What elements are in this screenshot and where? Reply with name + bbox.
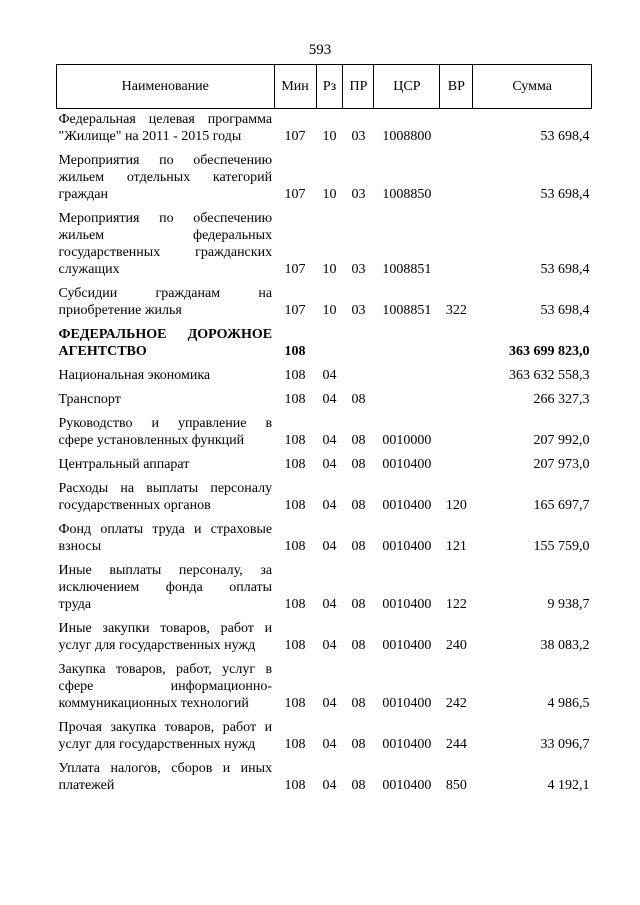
row-rz: 04	[322, 696, 337, 711]
row-name-line: Федеральная целевая программа	[58, 112, 273, 127]
row-rz: 04	[322, 737, 337, 752]
row-name	[57, 208, 275, 283]
row-vr	[440, 389, 473, 413]
table-row	[57, 208, 592, 283]
row-csr	[374, 365, 440, 389]
row-name-line: коммуникационных технологий	[58, 696, 249, 711]
row-name-line: Закупка товаров, работ, услуг в	[58, 662, 273, 677]
row-min: 108	[284, 457, 306, 472]
header-name: Наименование	[57, 65, 275, 109]
row-pr	[343, 324, 374, 365]
header-vr: ВР	[440, 65, 473, 109]
row-rz: 04	[322, 457, 337, 472]
row-name-line: Мероприятия по обеспечению	[58, 211, 273, 226]
table-row	[57, 659, 592, 717]
row-name	[57, 618, 275, 659]
row-rz: 04	[322, 778, 337, 793]
row-min: 107	[284, 303, 306, 318]
row-csr	[374, 389, 440, 413]
row-name	[57, 717, 275, 758]
row-name-line: служащих	[58, 262, 120, 277]
row-vr: 240	[445, 638, 467, 653]
row-vr	[440, 208, 473, 283]
row-min: 108	[284, 539, 306, 554]
row-csr: 0010000	[382, 433, 432, 448]
row-name-line: взносы	[58, 539, 102, 554]
row-vr	[440, 109, 473, 151]
table-body	[57, 109, 592, 800]
row-rz: 04	[322, 539, 337, 554]
row-csr: 0010400	[382, 696, 432, 711]
row-name	[57, 283, 275, 324]
row-csr: 1008800	[382, 129, 432, 144]
row-pr: 08	[351, 539, 366, 554]
row-rz: 04	[322, 498, 337, 513]
row-vr: 850	[445, 778, 467, 793]
row-pr	[343, 365, 374, 389]
row-min: 108	[284, 638, 306, 653]
row-min: 108	[284, 597, 306, 612]
row-csr: 1008851	[382, 262, 432, 277]
row-vr: 121	[445, 539, 467, 554]
row-name	[57, 758, 275, 799]
header-csr: ЦСР	[374, 65, 440, 109]
row-rz: 04	[322, 638, 337, 653]
row-csr: 0010400	[382, 457, 432, 472]
row-vr	[440, 324, 473, 365]
row-rz: 04	[322, 433, 337, 448]
row-name	[57, 413, 275, 454]
row-min: 107	[284, 129, 306, 144]
row-csr	[374, 324, 440, 365]
header-rz: Рз	[316, 65, 343, 109]
row-name-line: жильем отдельных категорий	[58, 170, 273, 185]
row-name-line: Национальная экономика	[58, 368, 211, 383]
row-pr: 08	[351, 498, 366, 513]
row-name-line: Расходы на выплаты персоналу	[58, 481, 273, 496]
header-pr: ПР	[343, 65, 374, 109]
row-min: 107	[284, 262, 306, 277]
row-pr: 08	[351, 433, 366, 448]
header-sum: Сумма	[473, 65, 592, 109]
row-sum: 165 697,7	[533, 498, 590, 513]
row-name-line: граждан	[58, 187, 108, 202]
row-name-line: сфере установленных функций	[58, 433, 245, 448]
row-vr: 242	[445, 696, 467, 711]
row-sum: 53 698,4	[540, 187, 590, 202]
row-sum: 53 698,4	[540, 303, 590, 318]
table-row	[57, 109, 592, 151]
row-name	[57, 454, 275, 478]
row-csr: 1008850	[382, 187, 432, 202]
row-min: 108	[284, 778, 306, 793]
row-sum: 266 327,3	[533, 392, 590, 407]
row-sum: 155 759,0	[533, 539, 590, 554]
row-sum: 363 699 823,0	[509, 344, 590, 359]
row-pr: 08	[351, 737, 366, 752]
row-name-line: Прочая закупка товаров, работ и	[58, 720, 273, 735]
row-name-line: труда	[58, 597, 92, 612]
row-sum: 53 698,4	[540, 262, 590, 277]
row-sum: 207 973,0	[533, 457, 590, 472]
row-name	[57, 478, 275, 519]
row-name-line: Иные выплаты персоналу, за	[58, 563, 273, 578]
row-min: 108	[284, 737, 306, 752]
row-name	[57, 109, 275, 151]
page-number: 593	[308, 42, 332, 58]
row-pr: 03	[351, 129, 366, 144]
table-row	[57, 454, 592, 478]
row-min: 108	[284, 344, 306, 359]
table-row	[57, 413, 592, 454]
row-name-line: услуг для государственных нужд	[58, 638, 256, 653]
row-name-line: исключением фонда оплаты	[58, 580, 273, 595]
row-name	[57, 519, 275, 560]
table-row	[57, 618, 592, 659]
table-header-row	[57, 65, 592, 109]
row-vr: 244	[445, 737, 467, 752]
row-pr: 08	[351, 778, 366, 793]
table-row	[57, 389, 592, 413]
row-name-line: Иные закупки товаров, работ и	[58, 621, 273, 636]
row-min: 108	[284, 392, 306, 407]
row-name-line: Транспорт	[58, 392, 121, 407]
row-sum: 9 938,7	[547, 597, 590, 612]
row-name-line: сфере информационно-	[58, 679, 273, 694]
row-sum: 207 992,0	[533, 433, 590, 448]
row-name-line: Центральный аппарат	[58, 457, 190, 472]
table-row	[57, 283, 592, 324]
row-sum: 4 192,1	[547, 778, 590, 793]
row-min: 108	[284, 696, 306, 711]
row-pr: 03	[351, 262, 366, 277]
row-vr: 120	[445, 498, 467, 513]
row-pr: 08	[351, 457, 366, 472]
row-min: 108	[284, 433, 306, 448]
row-name-line: Мероприятия по обеспечению	[58, 153, 273, 168]
row-name-line: "Жилище" на 2011 - 2015 годы	[58, 129, 242, 144]
header-min: Мин	[274, 65, 316, 109]
budget-table	[56, 64, 592, 799]
row-rz: 04	[322, 392, 337, 407]
row-min: 107	[284, 187, 306, 202]
row-csr: 0010400	[382, 597, 432, 612]
row-vr: 322	[445, 303, 467, 318]
row-name-line: государственных гражданских	[58, 245, 273, 260]
row-csr: 0010400	[382, 638, 432, 653]
row-sum: 363 632 558,3	[509, 368, 590, 383]
row-sum: 33 096,7	[540, 737, 590, 752]
row-name	[57, 365, 275, 389]
table-row	[57, 717, 592, 758]
table-row	[57, 365, 592, 389]
table-row	[57, 150, 592, 208]
row-vr	[440, 365, 473, 389]
row-name	[57, 560, 275, 618]
row-name	[57, 324, 275, 365]
row-name-line: ФЕДЕРАЛЬНОЕ ДОРОЖНОЕ	[58, 327, 273, 342]
row-pr: 08	[351, 392, 366, 407]
row-name	[57, 659, 275, 717]
row-csr: 0010400	[382, 539, 432, 554]
table-row	[57, 560, 592, 618]
table-row	[57, 478, 592, 519]
row-pr: 08	[351, 638, 366, 653]
row-name-line: государственных органов	[58, 498, 211, 513]
row-name-line: Руководство и управление в	[58, 416, 273, 431]
row-pr: 08	[351, 696, 366, 711]
row-vr	[440, 413, 473, 454]
table-row	[57, 758, 592, 799]
row-rz: 10	[322, 187, 337, 202]
row-name-line: услуг для государственных нужд	[58, 737, 256, 752]
row-name	[57, 389, 275, 413]
row-name-line: Уплата налогов, сборов и иных	[58, 761, 273, 776]
row-name	[57, 150, 275, 208]
row-min: 108	[284, 498, 306, 513]
row-rz: 10	[322, 129, 337, 144]
row-vr: 122	[445, 597, 467, 612]
row-csr: 0010400	[382, 737, 432, 752]
row-rz: 04	[322, 597, 337, 612]
row-vr	[440, 454, 473, 478]
row-vr	[440, 150, 473, 208]
row-rz: 10	[322, 303, 337, 318]
row-pr: 03	[351, 303, 366, 318]
row-pr: 08	[351, 597, 366, 612]
row-csr: 0010400	[382, 778, 432, 793]
row-sum: 38 083,2	[540, 638, 590, 653]
row-name-line: Фонд оплаты труда и страховые	[58, 522, 273, 537]
row-sum: 4 986,5	[547, 696, 590, 711]
row-csr: 1008851	[382, 303, 432, 318]
row-name-line: жильем федеральных	[58, 228, 273, 243]
row-name-line: Субсидии гражданам на	[58, 286, 273, 301]
table-row	[57, 324, 592, 365]
row-rz: 04	[322, 368, 337, 383]
row-rz: 10	[322, 262, 337, 277]
row-rz	[316, 324, 343, 365]
row-sum: 53 698,4	[540, 129, 590, 144]
row-min: 108	[284, 368, 306, 383]
table-row	[57, 519, 592, 560]
row-name-line: приобретение жилья	[58, 303, 182, 318]
row-csr: 0010400	[382, 498, 432, 513]
row-pr: 03	[351, 187, 366, 202]
row-name-line: платежей	[58, 778, 115, 793]
row-name-line: АГЕНТСТВО	[58, 344, 147, 359]
